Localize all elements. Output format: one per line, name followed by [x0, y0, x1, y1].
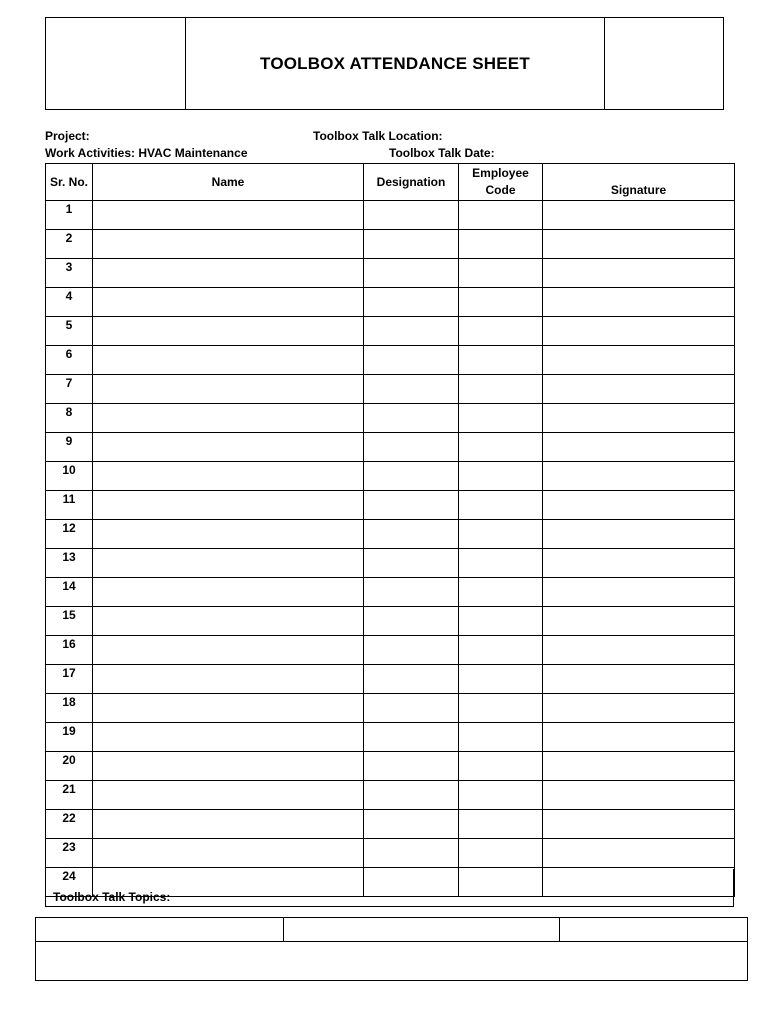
col-header-signature: Signature: [543, 164, 735, 201]
sr-no-cell: 15: [46, 607, 93, 636]
table-row: [46, 520, 735, 549]
sr-no-cell: 21: [46, 781, 93, 810]
signature-cell[interactable]: [543, 346, 735, 375]
designation-cell[interactable]: [364, 462, 459, 491]
table-row: [46, 549, 735, 578]
employee-code-cell[interactable]: [459, 230, 543, 259]
table-row: [46, 752, 735, 781]
name-cell[interactable]: [93, 462, 364, 491]
table-row: [46, 317, 735, 346]
employee-code-cell[interactable]: [459, 723, 543, 752]
table-row: [46, 346, 735, 375]
signature-cell[interactable]: [543, 810, 735, 839]
designation-cell[interactable]: [364, 810, 459, 839]
signature-cell[interactable]: [543, 723, 735, 752]
designation-cell[interactable]: [364, 694, 459, 723]
name-cell[interactable]: [93, 752, 364, 781]
toolbox-topics-box: [45, 869, 734, 907]
employee-code-cell[interactable]: [459, 259, 543, 288]
page-title: TOOLBOX ATTENDANCE SHEET: [186, 18, 605, 109]
designation-cell[interactable]: [364, 433, 459, 462]
sr-no-cell: 3: [46, 259, 93, 288]
signature-cell[interactable]: [543, 433, 735, 462]
table-row: [46, 810, 735, 839]
sr-no-cell: 5: [46, 317, 93, 346]
sr-no-cell: 19: [46, 723, 93, 752]
employee-code-cell[interactable]: [459, 201, 543, 230]
sr-no-cell: 4: [46, 288, 93, 317]
employee-code-cell[interactable]: [459, 781, 543, 810]
name-cell[interactable]: [93, 549, 364, 578]
signature-cell[interactable]: [543, 839, 735, 868]
name-cell[interactable]: [93, 723, 364, 752]
sr-no-cell: 24: [46, 868, 93, 897]
sr-no-cell: 17: [46, 665, 93, 694]
designation-cell[interactable]: [364, 230, 459, 259]
employee-code-cell[interactable]: [459, 375, 543, 404]
sr-no-cell: 2: [46, 230, 93, 259]
document-header: [45, 17, 724, 110]
col-header-employee-code: [459, 164, 543, 201]
sr-no-cell: 12: [46, 520, 93, 549]
signature-cell[interactable]: [543, 549, 735, 578]
table-row: [46, 201, 735, 230]
designation-cell[interactable]: [364, 317, 459, 346]
designation-cell[interactable]: [364, 375, 459, 404]
name-cell[interactable]: [93, 259, 364, 288]
col-header-name: Name: [93, 164, 364, 201]
employee-code-cell[interactable]: [459, 839, 543, 868]
signature-cell[interactable]: [543, 404, 735, 433]
employee-code-cell[interactable]: [459, 578, 543, 607]
project-label: Project:: [45, 129, 90, 143]
sr-no-cell: 7: [46, 375, 93, 404]
designation-cell[interactable]: [364, 549, 459, 578]
name-cell[interactable]: [93, 781, 364, 810]
designation-cell[interactable]: [364, 781, 459, 810]
header-right-logo-cell: [605, 18, 723, 109]
col-header-employee-code-text: Employee Code: [472, 166, 529, 197]
signature-cell[interactable]: [543, 578, 735, 607]
signature-cell[interactable]: [543, 636, 735, 665]
designation-cell[interactable]: [364, 201, 459, 230]
signature-cell[interactable]: [543, 201, 735, 230]
designation-cell[interactable]: [364, 346, 459, 375]
name-cell[interactable]: [93, 665, 364, 694]
employee-code-cell[interactable]: [459, 694, 543, 723]
signature-cell[interactable]: [543, 520, 735, 549]
employee-code-cell[interactable]: [459, 810, 543, 839]
table-row: [46, 259, 735, 288]
designation-cell[interactable]: [364, 288, 459, 317]
sr-no-cell: 1: [46, 201, 93, 230]
name-cell[interactable]: [93, 404, 364, 433]
header-left-logo-cell: [46, 18, 186, 109]
attendance-table: [45, 163, 735, 897]
signature-cell[interactable]: [543, 491, 735, 520]
signature-cell[interactable]: [543, 288, 735, 317]
name-cell[interactable]: [93, 317, 364, 346]
table-row: [46, 375, 735, 404]
name-cell[interactable]: [93, 491, 364, 520]
designation-cell[interactable]: [364, 404, 459, 433]
employee-code-cell[interactable]: [459, 520, 543, 549]
signature-cell[interactable]: [543, 462, 735, 491]
work-activities: Work Activities: HVAC Maintenance: [45, 146, 248, 160]
name-cell[interactable]: [93, 433, 364, 462]
name-cell[interactable]: [93, 636, 364, 665]
employee-code-cell[interactable]: [459, 462, 543, 491]
table-row: [46, 781, 735, 810]
name-cell[interactable]: [93, 346, 364, 375]
table-row: [46, 230, 735, 259]
table-header-row: [46, 164, 735, 201]
sr-no-cell: 9: [46, 433, 93, 462]
signature-cell[interactable]: [543, 781, 735, 810]
table-row: [46, 578, 735, 607]
signature-cell[interactable]: [543, 694, 735, 723]
sr-no-cell: 14: [46, 578, 93, 607]
employee-code-cell[interactable]: [459, 404, 543, 433]
col-header-designation: Designation: [364, 164, 459, 201]
table-row: [46, 694, 735, 723]
table-row: [46, 433, 735, 462]
name-cell[interactable]: [93, 230, 364, 259]
table-row: [46, 462, 735, 491]
employee-code-cell[interactable]: [459, 288, 543, 317]
name-cell[interactable]: [93, 375, 364, 404]
designation-cell[interactable]: [364, 752, 459, 781]
sr-no-cell: 13: [46, 549, 93, 578]
signature-cell[interactable]: [543, 752, 735, 781]
designation-cell[interactable]: [364, 607, 459, 636]
designation-cell[interactable]: [364, 636, 459, 665]
signature-cell[interactable]: [543, 259, 735, 288]
table-row: [46, 491, 735, 520]
footer-box: [35, 917, 748, 981]
designation-cell[interactable]: [364, 578, 459, 607]
name-cell[interactable]: [93, 839, 364, 868]
footer-cell-3: [560, 918, 747, 941]
designation-cell[interactable]: [364, 723, 459, 752]
employee-code-cell[interactable]: [459, 549, 543, 578]
employee-code-cell[interactable]: [459, 636, 543, 665]
location-label: Toolbox Talk Location:: [313, 129, 443, 143]
signature-cell[interactable]: [543, 607, 735, 636]
toolbox-topics-label: Toolbox Talk Topics:: [53, 890, 171, 904]
table-row: [46, 404, 735, 433]
name-cell[interactable]: [93, 607, 364, 636]
sr-no-cell: 16: [46, 636, 93, 665]
name-cell[interactable]: [93, 288, 364, 317]
designation-cell[interactable]: [364, 520, 459, 549]
sr-no-cell: 18: [46, 694, 93, 723]
signature-cell[interactable]: [543, 665, 735, 694]
table-row: [46, 839, 735, 868]
footer-cell-1: [36, 918, 284, 941]
designation-cell[interactable]: [364, 491, 459, 520]
sr-no-cell: 6: [46, 346, 93, 375]
date-label: Toolbox Talk Date:: [389, 146, 495, 160]
name-cell[interactable]: [93, 694, 364, 723]
sr-no-cell: 20: [46, 752, 93, 781]
signature-cell[interactable]: [543, 230, 735, 259]
table-row: [46, 636, 735, 665]
table-row: [46, 665, 735, 694]
name-cell[interactable]: [93, 520, 364, 549]
designation-cell[interactable]: [364, 839, 459, 868]
signature-cell[interactable]: [543, 375, 735, 404]
employee-code-cell[interactable]: [459, 317, 543, 346]
employee-code-cell[interactable]: [459, 346, 543, 375]
employee-code-cell[interactable]: [459, 752, 543, 781]
table-row: [46, 723, 735, 752]
designation-cell[interactable]: [364, 665, 459, 694]
name-cell[interactable]: [93, 201, 364, 230]
col-header-sr-no: Sr. No.: [46, 164, 93, 201]
sr-no-cell: 11: [46, 491, 93, 520]
table-row: [46, 607, 735, 636]
table-row: [46, 288, 735, 317]
employee-code-cell[interactable]: [459, 433, 543, 462]
sr-no-cell: 23: [46, 839, 93, 868]
employee-code-cell[interactable]: [459, 607, 543, 636]
designation-cell[interactable]: [364, 259, 459, 288]
name-cell[interactable]: [93, 810, 364, 839]
footer-cell-2: [284, 918, 560, 941]
sr-no-cell: 22: [46, 810, 93, 839]
footer-top-row: [36, 918, 747, 942]
name-cell[interactable]: [93, 578, 364, 607]
employee-code-cell[interactable]: [459, 491, 543, 520]
sr-no-cell: 10: [46, 462, 93, 491]
signature-cell[interactable]: [543, 317, 735, 346]
sr-no-cell: 8: [46, 404, 93, 433]
employee-code-cell[interactable]: [459, 665, 543, 694]
